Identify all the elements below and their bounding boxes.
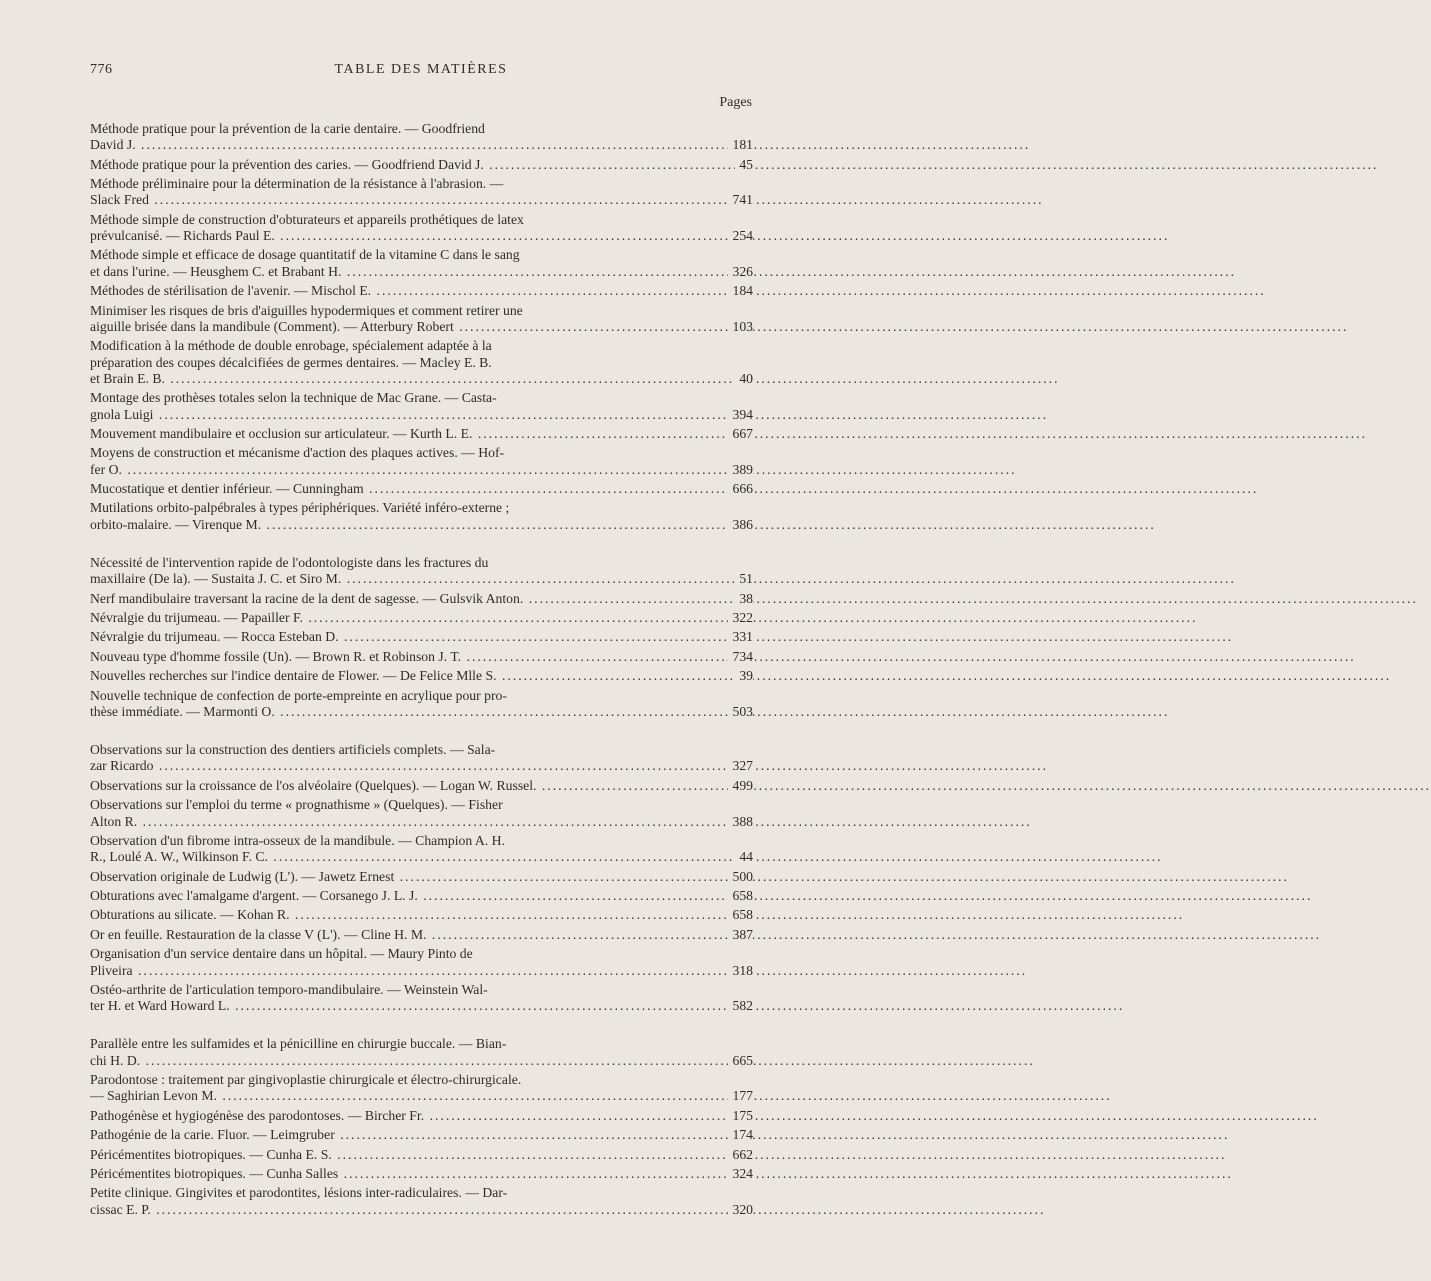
- entry-line: Nouvelle technique de confection de porte-empreinte en acrylique pour pro-: [90, 687, 507, 703]
- entry-line: Observation d'un fibrome intra-osseux de la mandibule. — Champion A. H.: [90, 832, 505, 848]
- entry-page-number: 175: [728, 1108, 753, 1124]
- entry-line: zar Ricardo .....: [104, 758, 753, 774]
- index-entry: [90, 907, 753, 923]
- entry-page-number: 388: [728, 814, 753, 830]
- entry-line: Montage des prothèses totales selon la technique de Mac Grane. — Casta-: [90, 390, 497, 406]
- entry-line: fer O. .....: [104, 462, 753, 478]
- index-entry: [90, 426, 753, 442]
- entry-line: Méthodes de stérilisation de l'avenir. — Mischol E. .....: [104, 283, 753, 299]
- entry-line: Modification à la méthode de double enrobage, spécialement adaptée à la: [90, 338, 492, 354]
- entry-line: Méthode pratique pour la prévention des caries. — Goodfriend David J. .....: [104, 157, 753, 173]
- entry-line: Névralgie du trijumeau. — Papailler F. .....: [104, 610, 753, 626]
- index-group-n: [90, 555, 753, 720]
- entry-page-number: 665: [728, 1053, 753, 1069]
- index-entry: [90, 927, 753, 943]
- entry-line: Méthode pratique pour la prévention de la carie dentaire. — Goodfriend: [90, 121, 485, 136]
- entry-page-number: 327: [728, 758, 753, 774]
- entry-page-number: 734: [728, 649, 753, 665]
- index-entry: [90, 610, 753, 626]
- index-entry: [90, 445, 753, 478]
- entry-line: David J. .....: [104, 137, 753, 153]
- entry-line: Ostéo-arthrite de l'articulation temporo-mandibulaire. — Weinstein Wal-: [90, 981, 488, 997]
- entry-page-number: 386: [728, 517, 753, 533]
- entry-line: Pathogénèse et hygiogénèse des parodontoses. — Bircher Fr. .....: [104, 1108, 753, 1124]
- entry-page-number: 40: [735, 371, 753, 387]
- index-group-o: [90, 742, 753, 1014]
- index-entry: [90, 1108, 753, 1124]
- entry-line: Nerf mandibulaire traversant la racine de la dent de sagesse. — Gulsvik Anton. .....: [104, 591, 753, 607]
- entry-line: Or en feuille. Restauration de la classe V (L'). — Cline H. M. .....: [104, 927, 753, 943]
- entry-page-number: 184: [728, 283, 753, 299]
- entry-line: Observations sur l'emploi du terme « prognathisme » (Quelques). — Fisher: [90, 797, 503, 813]
- index-entry: [90, 668, 753, 684]
- entry-line: prévulcanisé. — Richards Paul E. .....: [104, 228, 753, 244]
- entry-line: Méthode simple de construction d'obturateurs et appareils prothétiques de latex: [90, 211, 524, 227]
- index-entry: [90, 157, 753, 173]
- entry-page-number: 658: [728, 888, 753, 904]
- running-title: TABLE DES MATIÈRES: [334, 62, 508, 77]
- entry-page-number: 503: [728, 704, 753, 720]
- entry-page-number: 103: [728, 319, 753, 335]
- entry-page-number: 254: [728, 228, 753, 244]
- entry-line: thèse immédiate. — Marmonti O. .....: [104, 704, 753, 720]
- index-entry: [90, 1072, 753, 1105]
- entry-page-number: 318: [728, 963, 753, 979]
- entry-line: préparation des coupes décalcifiées de germes dentaires. — Macley E. B.: [90, 354, 492, 370]
- entry-line: orbito-malaire. — Virenque M. .....: [104, 517, 753, 533]
- entry-page-number: 38: [735, 591, 753, 607]
- entry-line: Parallèle entre les sulfamides et la pénicilline en chirurgie buccale. — Bian-: [90, 1036, 507, 1052]
- entry-line: et dans l'urine. — Heusghem C. et Brabant H. .....: [104, 264, 753, 280]
- entry-page-number: 662: [728, 1147, 753, 1163]
- entry-line: Mouvement mandibulaire et occlusion sur articulateur. — Kurth L. E. .....: [104, 426, 753, 442]
- entry-page-number: 387: [728, 927, 753, 943]
- entry-page-number: 181: [728, 137, 753, 153]
- index-entry: [90, 1127, 753, 1143]
- entry-page-number: 394: [728, 407, 753, 423]
- page-header: [90, 62, 752, 84]
- entry-line: Pathogénie de la carie. Fluor. — Leimgruber .....: [104, 1127, 753, 1143]
- entry-line: Minimiser les risques de bris d'aiguilles hypodermiques et comment retirer une: [90, 302, 523, 318]
- entry-page-number: 500: [728, 869, 753, 885]
- entry-page-number: 741: [728, 192, 753, 208]
- entry-page-number: 666: [728, 481, 753, 497]
- entry-page-number: 499: [728, 778, 753, 794]
- index-entry: [90, 1166, 753, 1182]
- index-entry: [90, 176, 753, 209]
- entry-page-number: 320: [728, 1202, 753, 1218]
- entry-line: chi H. D. .....: [104, 1053, 753, 1069]
- entry-line: Observations sur la construction des dentiers artificiels complets. — Sala-: [90, 742, 496, 758]
- entry-line: Observations sur la croissance de l'os alvéolaire (Quelques). — Logan W. Russel. .....: [104, 778, 753, 794]
- entry-line: Nouvelles recherches sur l'indice dentaire de Flower. — De Felice Mlle S. .....: [104, 668, 753, 684]
- entry-line: Obturations au silicate. — Kohan R. .....: [104, 907, 753, 923]
- entry-line: Méthode préliminaire pour la détermination de la résistance à l'abrasion. —: [90, 176, 504, 192]
- entry-line: aiguille brisée dans la mandibule (Comment). — Atterbury Robert .....: [104, 319, 753, 335]
- index-entry: [90, 797, 753, 830]
- entry-page-number: 331: [728, 629, 753, 645]
- entry-line: Slack Fred .....: [104, 192, 753, 208]
- index-entry: [90, 555, 753, 588]
- entry-page-number: 45: [735, 157, 753, 173]
- entry-line: cissac E. P. .....: [104, 1202, 753, 1218]
- entry-page-number: 51: [735, 571, 753, 587]
- entry-line: Alton R. .....: [104, 814, 753, 830]
- entry-line: Organisation d'un service dentaire dans un hôpital. — Maury Pinto de: [90, 946, 473, 962]
- entry-line: ter H. et Ward Howard L. .....: [104, 998, 753, 1014]
- index-entry: [90, 212, 753, 245]
- index-entry: [90, 649, 753, 665]
- page-number: 776: [90, 62, 113, 77]
- entry-line: Parodontose : traitement par gingivoplastie chirurgicale et électro-chirurgicale.: [90, 1072, 522, 1088]
- index-entry: [90, 121, 753, 154]
- entry-line: maxillaire (De la). — Sustaita J. C. et Siro M. .....: [104, 571, 753, 587]
- index-entry: [90, 946, 753, 979]
- index-entry: [90, 833, 753, 866]
- entry-page-number: 177: [728, 1088, 753, 1104]
- entry-page-number: 658: [728, 907, 753, 923]
- index-entry: [90, 303, 753, 336]
- entry-page-number: 667: [728, 426, 753, 442]
- entry-line: — Saghirian Levon M. .....: [104, 1088, 753, 1104]
- index-entry: [90, 390, 753, 423]
- pages-column-label: Pages: [719, 95, 752, 110]
- entry-line: Moyens de construction et mécanisme d'action des plaques actives. — Hof-: [90, 445, 505, 461]
- entry-page-number: 326: [728, 264, 753, 280]
- entry-page-number: 389: [728, 462, 753, 478]
- entry-line: R., Loulé A. W., Wilkinson F. C. .....: [104, 849, 753, 865]
- entry-line: Nouveau type d'homme fossile (Un). — Brown R. et Robinson J. T. .....: [104, 649, 753, 665]
- entry-line: Péricémentites biotropiques. — Cunha E. S. .....: [104, 1147, 753, 1163]
- entry-line: Névralgie du trijumeau. — Rocca Esteban D. .....: [104, 629, 753, 645]
- index-entry: [90, 481, 753, 497]
- entry-line: Pliveira .....: [104, 963, 753, 979]
- entry-page-number: 39: [735, 668, 753, 684]
- index-entry: [90, 1185, 753, 1218]
- index-entry: [90, 629, 753, 645]
- index-entry: [90, 1036, 753, 1069]
- entry-line: Méthode simple et efficace de dosage quantitatif de la vitamine C dans le sang: [90, 247, 520, 263]
- index-entry: [90, 869, 753, 885]
- index-entry: [90, 982, 753, 1015]
- table-of-contents: [90, 121, 753, 1221]
- entry-page-number: 174: [728, 1127, 753, 1143]
- entry-line: Nécessité de l'intervention rapide de l'odontologiste dans les fractures du: [90, 554, 489, 570]
- index-entry: [90, 688, 753, 721]
- index-entry: [90, 591, 753, 607]
- entry-line: Observation originale de Ludwig (L'). — Jawetz Ernest .....: [104, 869, 753, 885]
- entry-page-number: 44: [735, 849, 753, 865]
- entry-page-number: 582: [728, 998, 753, 1014]
- index-entry: [90, 888, 753, 904]
- entry-line: Péricémentites biotropiques. — Cunha Salles .....: [104, 1166, 753, 1182]
- entry-page-number: 322: [728, 610, 753, 626]
- index-entry: [90, 338, 753, 387]
- index-entry: [90, 778, 753, 794]
- entry-line: et Brain E. B. .....: [104, 371, 753, 387]
- entry-line: Mucostatique et dentier inférieur. — Cunningham .....: [104, 481, 753, 497]
- index-entry: [90, 283, 753, 299]
- entry-line: Obturations avec l'amalgame d'argent. — Corsanego J. L. J. .....: [104, 888, 753, 904]
- index-entry: [90, 742, 753, 775]
- index-group-p: [90, 1036, 753, 1218]
- entry-page-number: 324: [728, 1166, 753, 1182]
- index-entry: [90, 247, 753, 280]
- entry-line: gnola Luigi .....: [104, 407, 753, 423]
- index-group-m: [90, 121, 753, 533]
- entry-line: Mutilations orbito-palpébrales à types périphériques. Variété inféro-externe ;: [90, 500, 510, 516]
- index-entry: [90, 1147, 753, 1163]
- index-entry: [90, 500, 753, 533]
- entry-line: Petite clinique. Gingivites et parodontites, lésions inter-radiculaires. — Dar-: [90, 1185, 508, 1201]
